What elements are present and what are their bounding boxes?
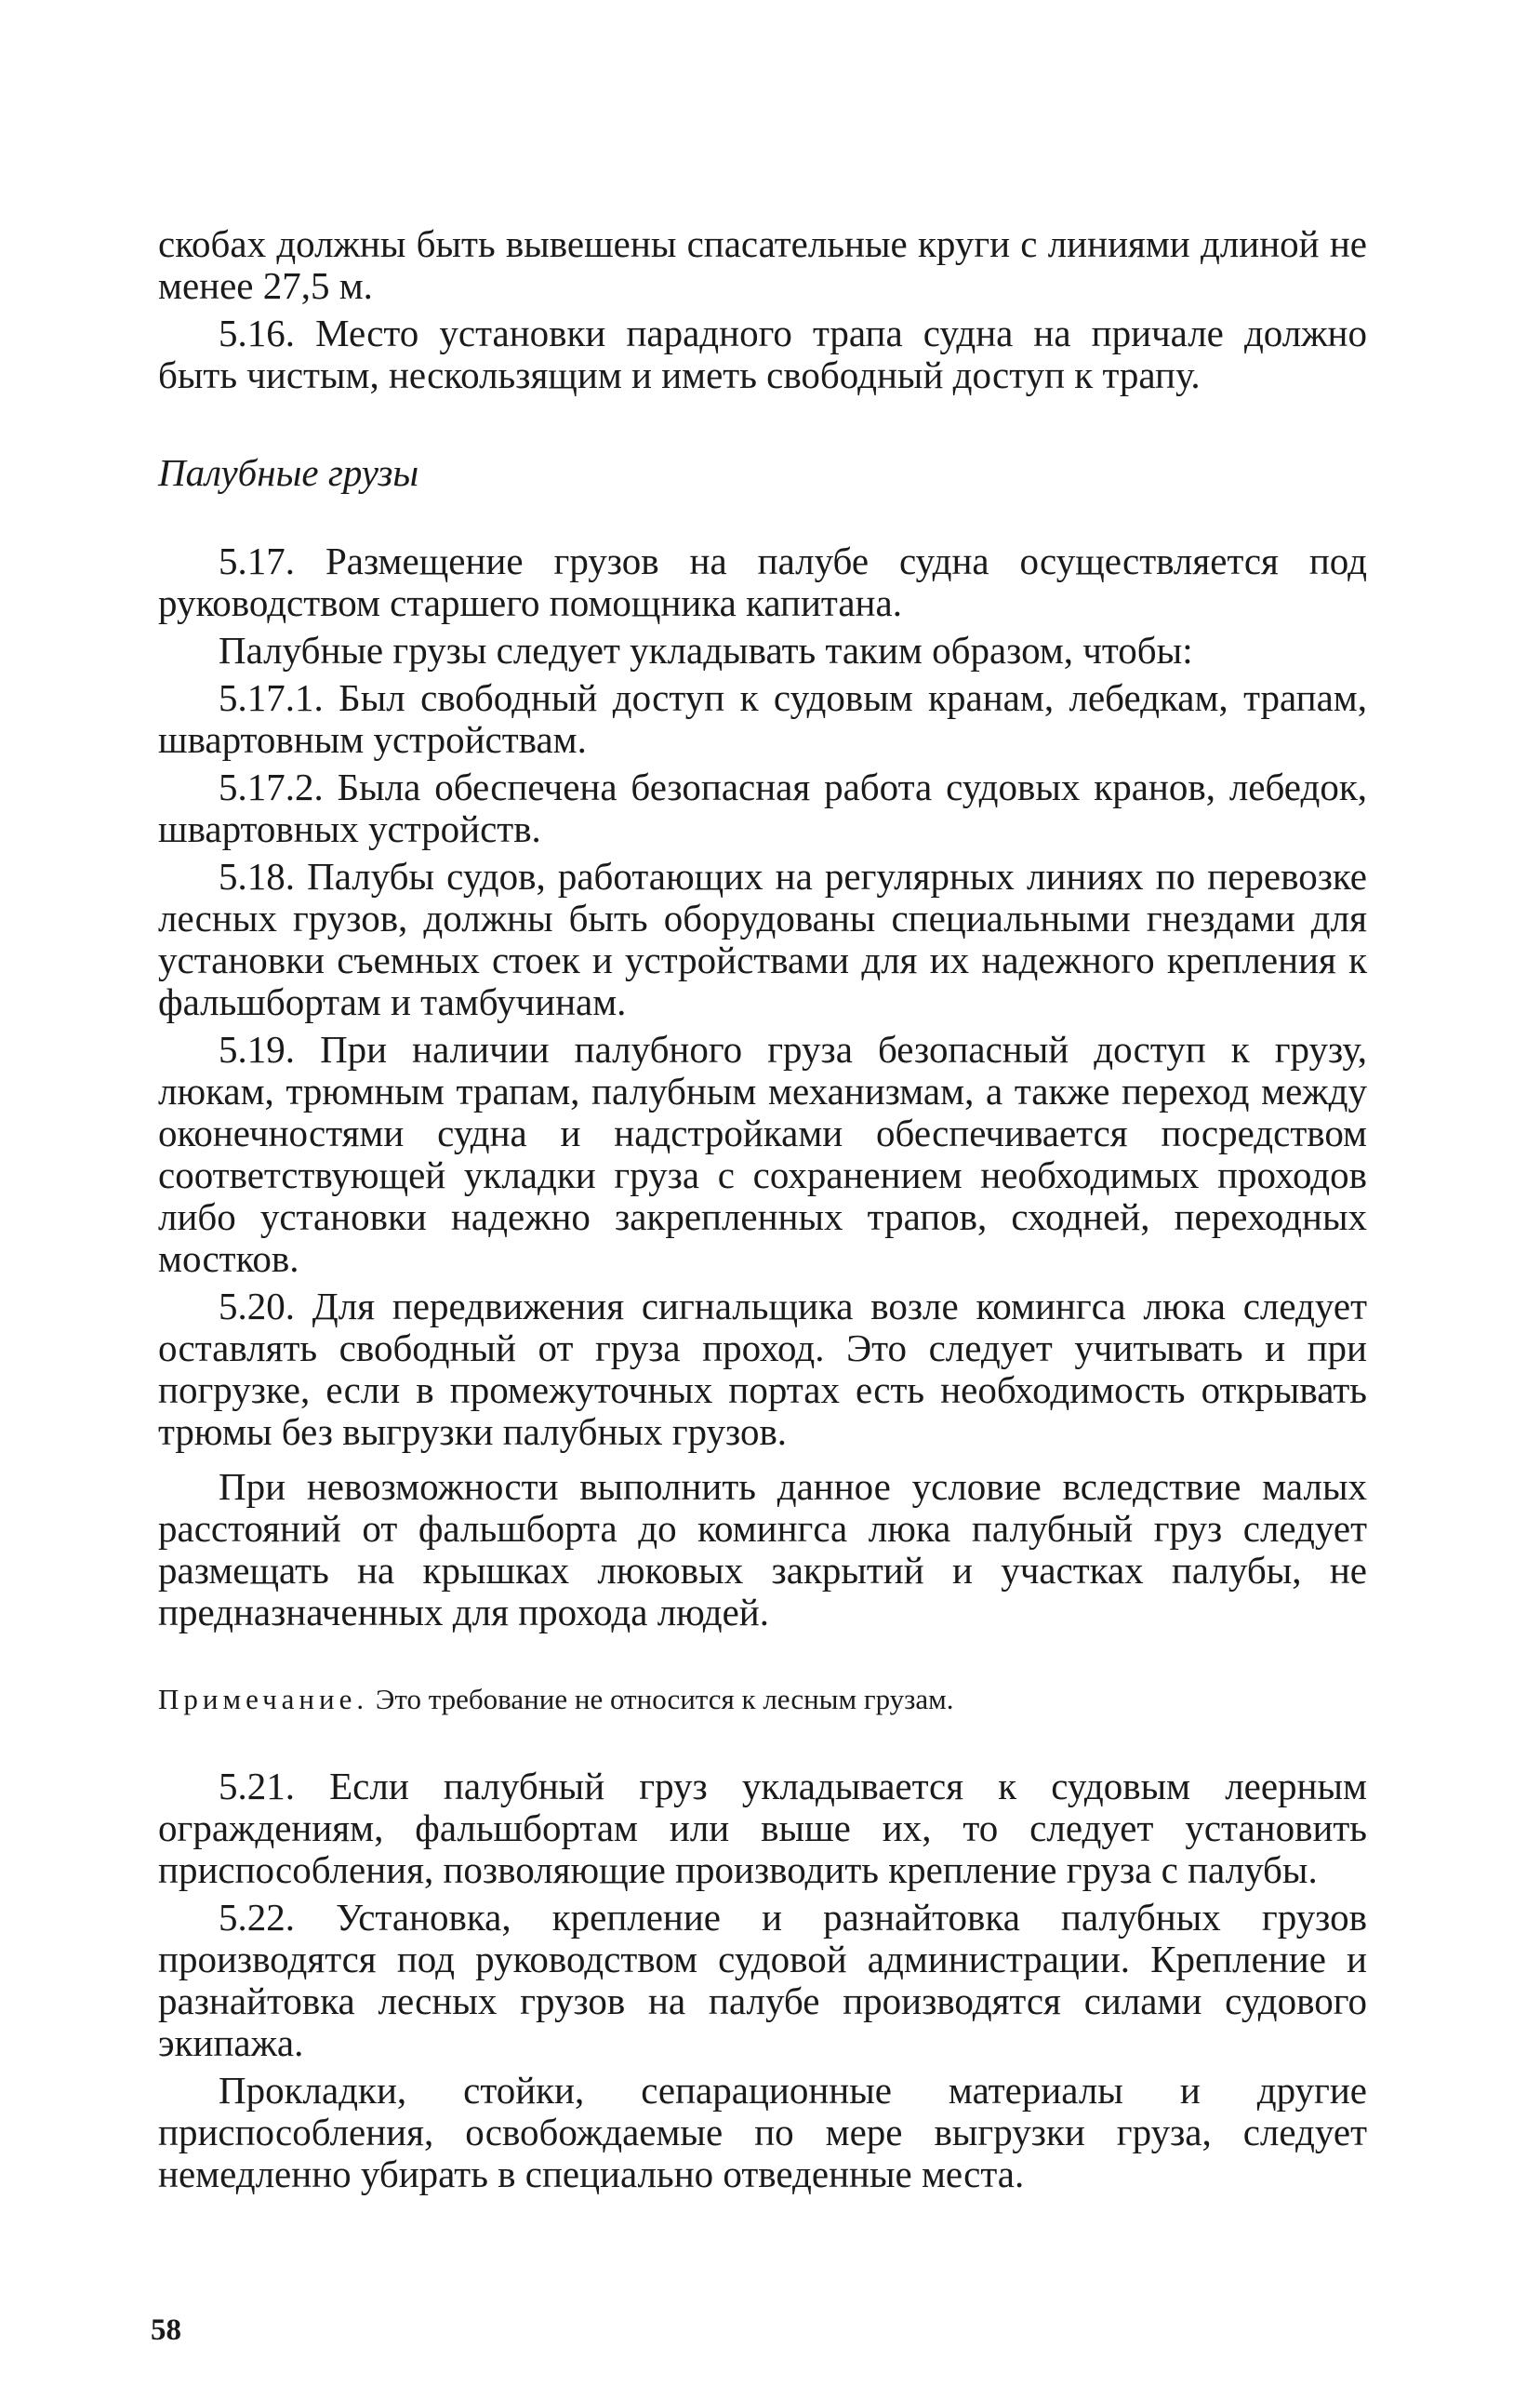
page-number: 58 (151, 2313, 181, 2347)
document-page (158, 223, 1367, 2201)
paragraph-5-22: 5.22. Установка, крепление и разнайтовка палубных грузов производятся под руководством судовой администрации. Крепление и разнайтовка лесных грузов на палубе производятся силами судового экипажа. (158, 1896, 1367, 2064)
paragraph-5-17-1: 5.17.1. Был свободный доступ к судовым кранам, лебедкам, трапам, швартовным устройствам. (158, 676, 1367, 761)
paragraph-5-18: 5.18. Палубы судов, работающих на регулярных линиях по перевозке лесных грузов, должны быть оборудованы специальными гнездами для установки съемных стоек и устройствами для их надежного крепления к фальшбортам и тамбучинам. (158, 855, 1367, 1023)
paragraph-5-16: 5.16. Место установки парадного трапа судна на причале должно быть чистым, нескользящим и иметь свободный доступ к трапу. (158, 312, 1367, 396)
section-heading: Палубные грузы (158, 451, 419, 494)
paragraph-intro: скобах должны быть вывешены спасательные круги с линиями длиной не менее 27,5 м. (158, 222, 1367, 307)
paragraph-5-17-2: 5.17.2. Была обеспечена безопасная работа судовых кранов, лебедок, швартовных устройств. (158, 766, 1367, 850)
paragraph-5-20-continued: При невозможности выполнить данное условие вследствие малых расстояний от фальшборта до комингса люка палубный груз следует размещать на крышках люковых закрытий и участках палубы, не предназначенных для прохода людей. (158, 1465, 1367, 1633)
paragraph-5-22-continued: Прокладки, стойки, сепарационные материалы и другие приспособления, освобождаемые по мере выгрузки груза, следует немедленно убирать в специально отведенные места. (158, 2069, 1367, 2195)
note-text: Это требование не относится к лесным грузам. (375, 1683, 954, 1715)
paragraph-5-21: 5.21. Если палубный груз укладывается к судовым леерным ограждениям, фальшбортам или выше их, то следует установить приспособления, позволяющие производить крепление груза с палубы. (158, 1765, 1367, 1891)
paragraph-5-17-intro: Палубные грузы следует укладывать таким образом, чтобы: (219, 629, 1193, 672)
paragraph-5-20: 5.20. Для передвижения сигнальщика возле комингса люка следует оставлять свободный от груза проход. Это следует учитывать и при погрузке, если в промежуточных портах есть необходимость открывать трюмы без выгрузки палубных грузов. (158, 1285, 1367, 1453)
paragraph-5-17: 5.17. Размещение грузов на палубе судна осуществляется под руководством старшего помощника капитана. (158, 540, 1367, 624)
note (158, 1682, 1367, 1717)
paragraph-5-19: 5.19. При наличии палубного груза безопасный доступ к грузу, люкам, трюмным трапам, палубным механизмам, а также переход между оконечностями судна и надстройками обеспечивается посредством соответствующей укладки груза с сохранением необходимых проходов либо установки надежно закрепленных трапов, сходней, переходных мостков. (158, 1028, 1367, 1280)
note-label: Примечание. (158, 1683, 369, 1715)
